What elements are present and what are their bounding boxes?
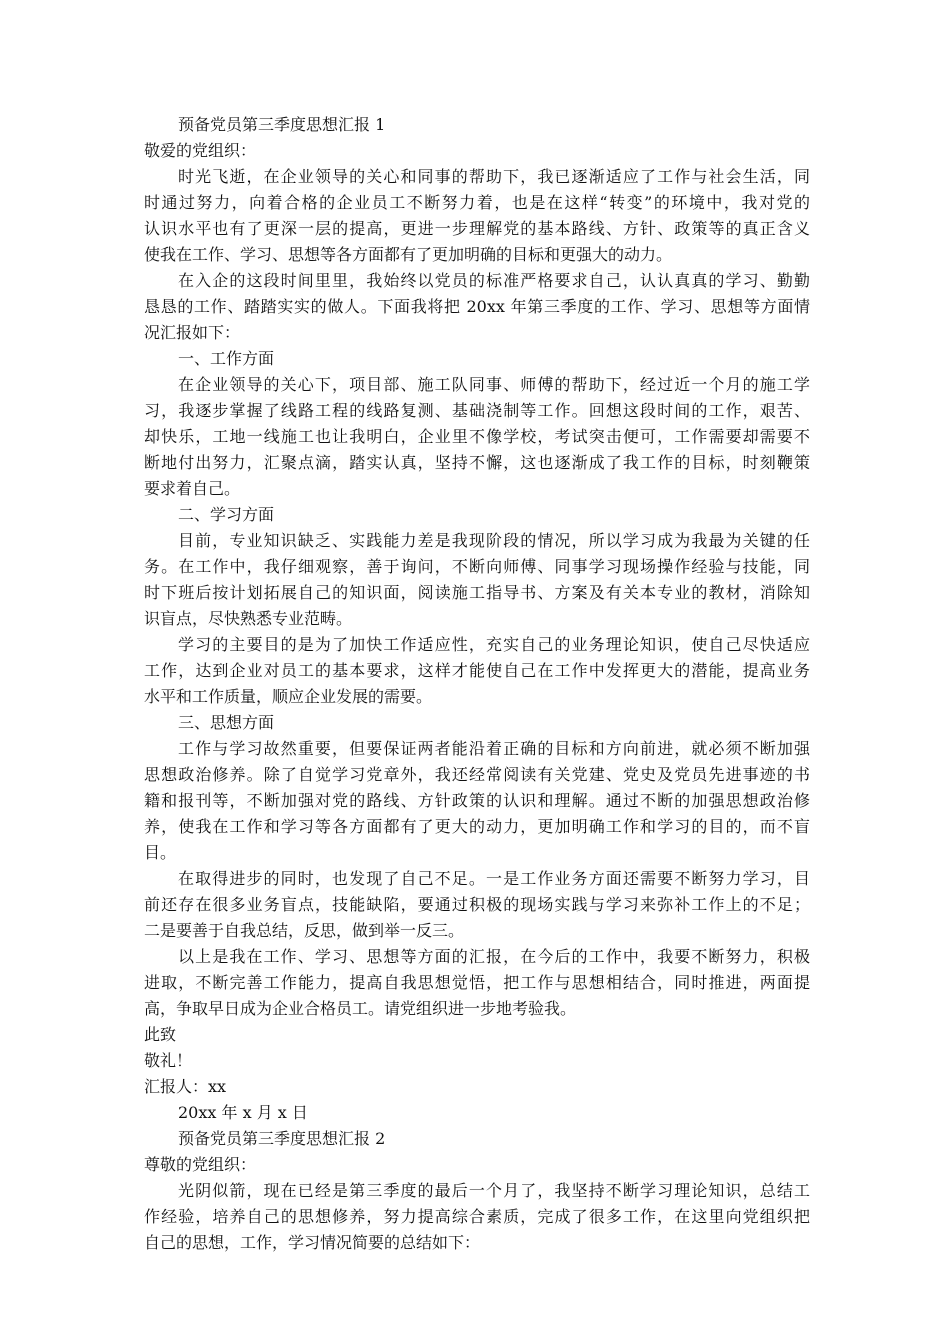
document-line: 目。	[144, 843, 177, 862]
document-line: 汇报人：xx	[144, 1077, 227, 1096]
document-line: 敬爱的党组织：	[144, 141, 257, 160]
document-line: 断地付出努力，汇聚点滴，踏实认真，坚持不懈，这也逐渐成了我工作的目标，时刻鞭策	[144, 453, 810, 472]
document-line: 思想政治修养。除了自觉学习党章外，我还经常阅读有关党建、党史及党员先进事迹的书	[144, 765, 810, 784]
document-line: 前还存在很多业务盲点，技能缺陷，要通过积极的现场实践与学习来弥补工作上的不足；	[144, 895, 810, 914]
document-line: 尊敬的党组织：	[144, 1155, 257, 1174]
document-line: 务。在工作中，我仔细观察，善于询问，不断向师傅、同事学习现场操作经验与技能，同	[144, 557, 810, 576]
document-line: 况汇报如下：	[144, 323, 241, 342]
document-line: 自己的思想，工作，学习情况简要的总结如下：	[144, 1233, 481, 1252]
document-line: 水平和工作质量，顺应企业发展的需要。	[144, 687, 433, 706]
document-line: 高，争取早日成为企业合格员工。请党组织进一步地考验我。	[144, 999, 577, 1018]
document-line: 识盲点，尽快熟悉专业范畴。	[144, 609, 353, 628]
document-line: 预备党员第三季度思想汇报 2	[178, 1129, 386, 1148]
document-line: 要求着自己。	[144, 479, 241, 498]
document-line: 作经验，培养自己的思想修养，努力提高综合素质，完成了很多工作，在这里向党组织把	[144, 1207, 810, 1226]
document-line: 学习的主要目的是为了加快工作适应性，充实自己的业务理论知识，使自己尽快适应	[178, 635, 810, 654]
document-line: 养，使我在工作和学习等各方面都有了更大的动力，更加明确工作和学习的目的，而不盲	[144, 817, 810, 836]
document-line: 在取得进步的同时，也发现了自己不足。一是工作业务方面还需要不断努力学习，目	[178, 869, 810, 888]
document-line: 敬礼！	[144, 1051, 193, 1070]
document-line: 预备党员第三季度思想汇报 1	[178, 115, 386, 134]
document-line: 使我在工作、学习、思想等各方面都有了更加明确的目标和更强大的动力。	[144, 245, 673, 264]
document-line: 三、思想方面	[178, 713, 275, 732]
document-line: 习，我逐步掌握了线路工程的线路复测、基础浇制等工作。回想这段时间的工作，艰苦、	[144, 401, 810, 420]
document-line: 在企业领导的关心下，项目部、施工队同事、师傅的帮助下，经过近一个月的施工学	[178, 375, 810, 394]
document-line: 恳恳的工作、踏踏实实的做人。下面我将把 20xx 年第三季度的工作、学习、思想等方面情	[144, 297, 810, 316]
document-line: 一、工作方面	[178, 349, 275, 368]
document-line: 二是要善于自我总结，反思，做到举一反三。	[144, 921, 465, 940]
document-line: 时光飞逝，在企业领导的关心和同事的帮助下，我已逐渐适应了工作与社会生活，同	[178, 167, 810, 186]
document-line: 20xx 年 x 月 x 日	[178, 1103, 308, 1122]
document-line: 工作与学习故然重要，但要保证两者能沿着正确的目标和方向前进，就必须不断加强	[178, 739, 810, 758]
document-line: 进取，不断完善工作能力，提高自我思想觉悟，把工作与思想相结合，同时推进，两面提	[144, 973, 810, 992]
document-line: 时通过努力，向着合格的企业员工不断努力着，也是在这样“转变”的环境中，我对党的	[144, 193, 810, 212]
document-line: 时下班后按计划拓展自己的知识面，阅读施工指导书、方案及有关本专业的教材，消除知	[144, 583, 810, 602]
document-line: 目前，专业知识缺乏、实践能力差是我现阶段的情况，所以学习成为我最为关键的任	[178, 531, 810, 550]
document-line: 此致	[144, 1025, 177, 1044]
document-line: 却快乐，工地一线施工也让我明白，企业里不像学校，考试突击便可，工作需要却需要不	[144, 427, 810, 446]
document-line: 在入企的这段时间里里，我始终以党员的标准严格要求自己，认认真真的学习、勤勤	[178, 271, 810, 290]
document-line: 工作，达到企业对员工的基本要求，这样才能使自己在工作中发挥更大的潜能，提高业务	[144, 661, 810, 680]
document-line: 籍和报刊等，不断加强对党的路线、方针政策的认识和理解。通过不断的加强思想政治修	[144, 791, 810, 810]
document-page	[144, 112, 810, 1256]
document-line: 以上是我在工作、学习、思想等方面的汇报，在今后的工作中，我要不断努力，积极	[178, 947, 810, 966]
document-line: 光阴似箭，现在已经是第三季度的最后一个月了，我坚持不断学习理论知识，总结工	[178, 1181, 810, 1200]
document-line: 认识水平也有了更深一层的提高，更进一步理解党的基本路线、方针、政策等的真正含义	[144, 219, 810, 238]
document-line: 二、学习方面	[178, 505, 275, 524]
